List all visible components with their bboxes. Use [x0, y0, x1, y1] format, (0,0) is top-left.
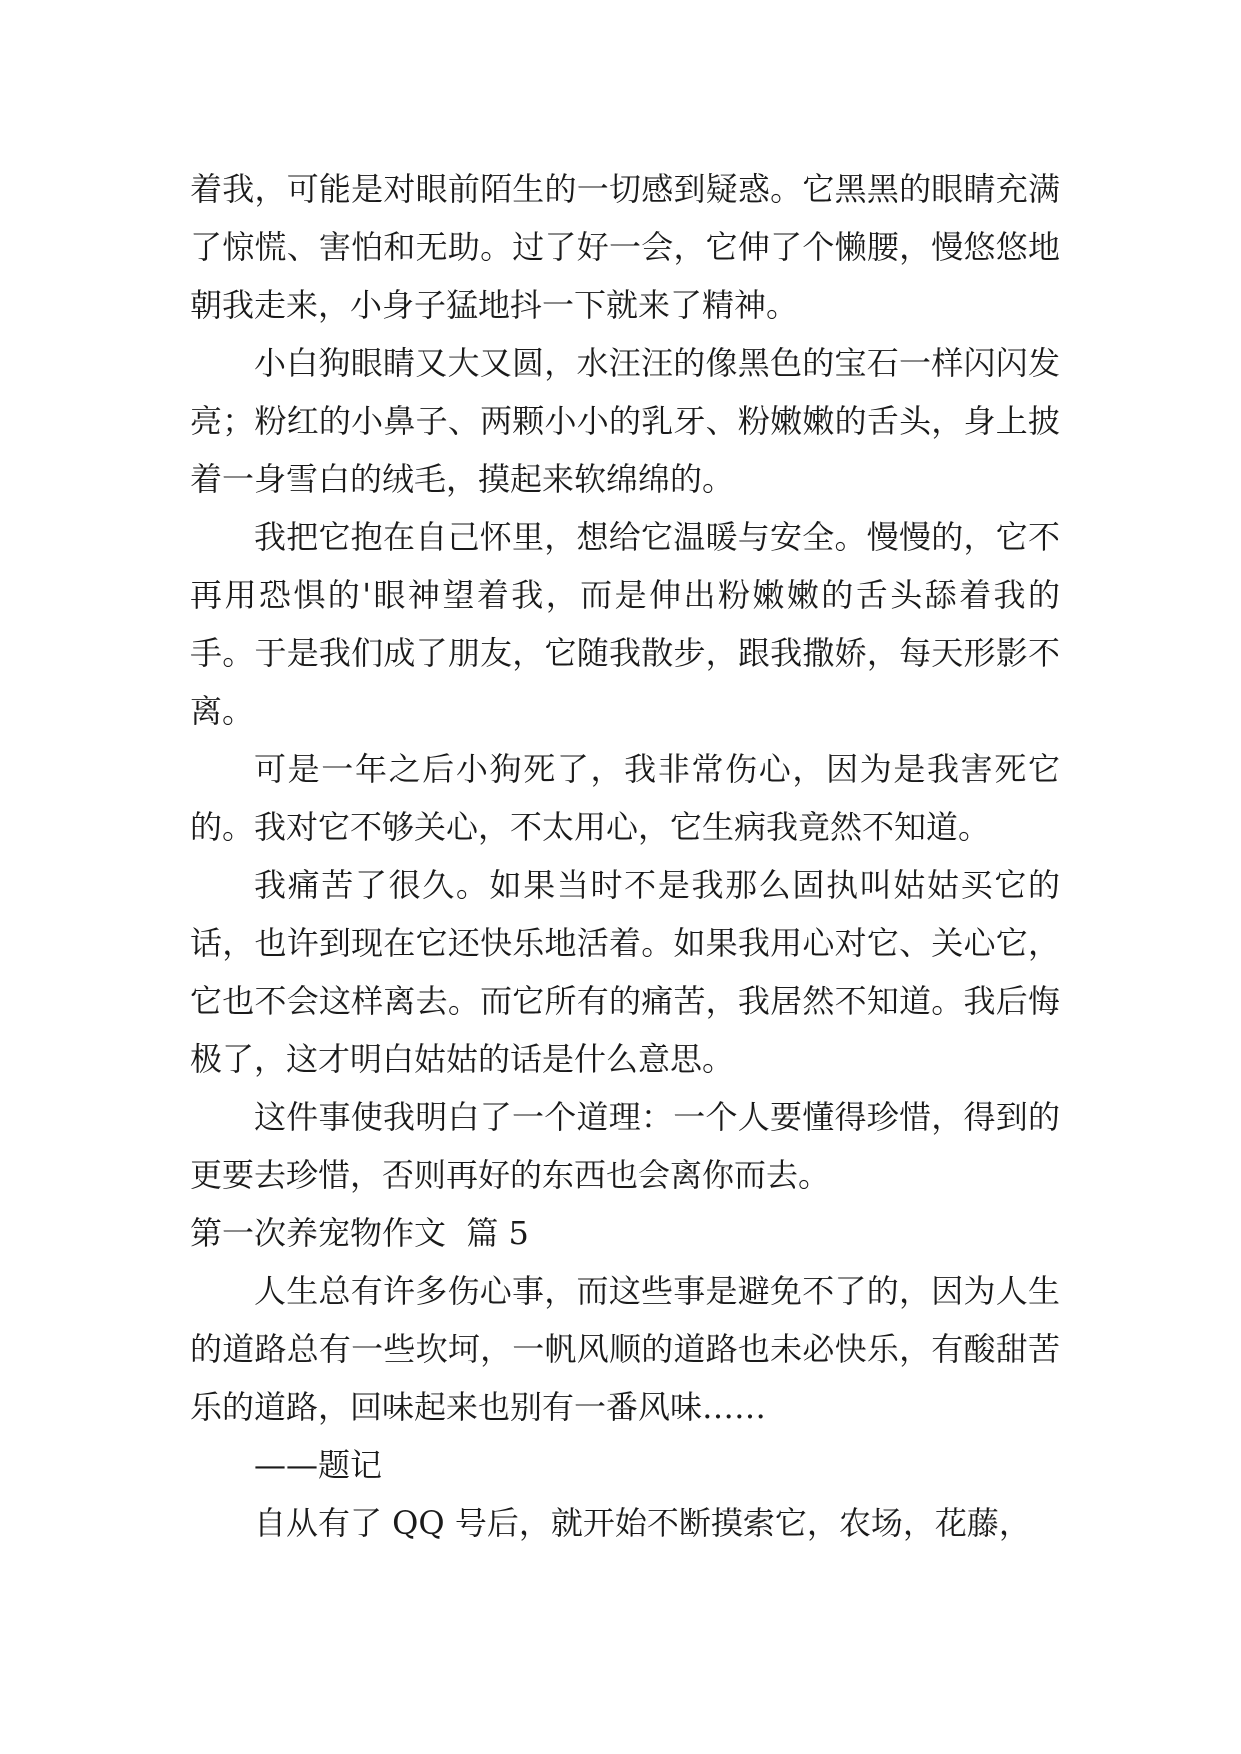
- paragraph: 可是一年之后小狗死了，我非常伤心，因为是我害死它的。我对它不够关心，不太用心，它生病我竟然不知道。: [190, 750, 1060, 846]
- paragraph: 我把它抱在自己怀里，想给它温暖与安全。慢慢的，它不再用恐惧的'眼神望着我，而是伸出粉嫩嫩的舌头舔着我的手。于是我们成了朋友，它随我散步，跟我撒娇，每天形影不离。: [190, 518, 1060, 730]
- epigraph-attribution: ——题记: [254, 1446, 383, 1484]
- section-heading: 第一次养宠物作文 篇 5: [190, 1214, 529, 1252]
- paragraph: 人生总有许多伤心事，而这些事是避免不了的，因为人生的道路总有一些坎坷，一帆风顺的道路也未必快乐，有酸甜苦乐的道路，回味起来也别有一番风味……: [190, 1272, 1060, 1426]
- paragraph: 着我，可能是对眼前陌生的一切感到疑惑。它黑黑的眼睛充满了惊慌、害怕和无助。过了好一会，它伸了个懒腰，慢悠悠地朝我走来，小身子猛地抖一下就来了精神。: [190, 170, 1060, 324]
- paragraph: 小白狗眼睛又大又圆，水汪汪的像黑色的宝石一样闪闪发亮；粉红的小鼻子、两颗小小的乳牙、粉嫩嫩的舌头，身上披着一身雪白的绒毛，摸起来软绵绵的。: [190, 344, 1060, 498]
- paragraph: 这件事使我明白了一个道理：一个人要懂得珍惜，得到的更要去珍惜，否则再好的东西也会离你而去。: [190, 1098, 1060, 1194]
- document-body: [190, 160, 1060, 1552]
- paragraph: 我痛苦了很久。如果当时不是我那么固执叫姑姑买它的话，也许到现在它还快乐地活着。如果我用心对它、关心它，它也不会这样离去。而它所有的痛苦，我居然不知道。我后悔极了，这才明白姑姑的话是什么意思。: [190, 866, 1060, 1078]
- paragraph: 自从有了 QQ 号后，就开始不断摸索它，农场，花藤，: [254, 1504, 1031, 1542]
